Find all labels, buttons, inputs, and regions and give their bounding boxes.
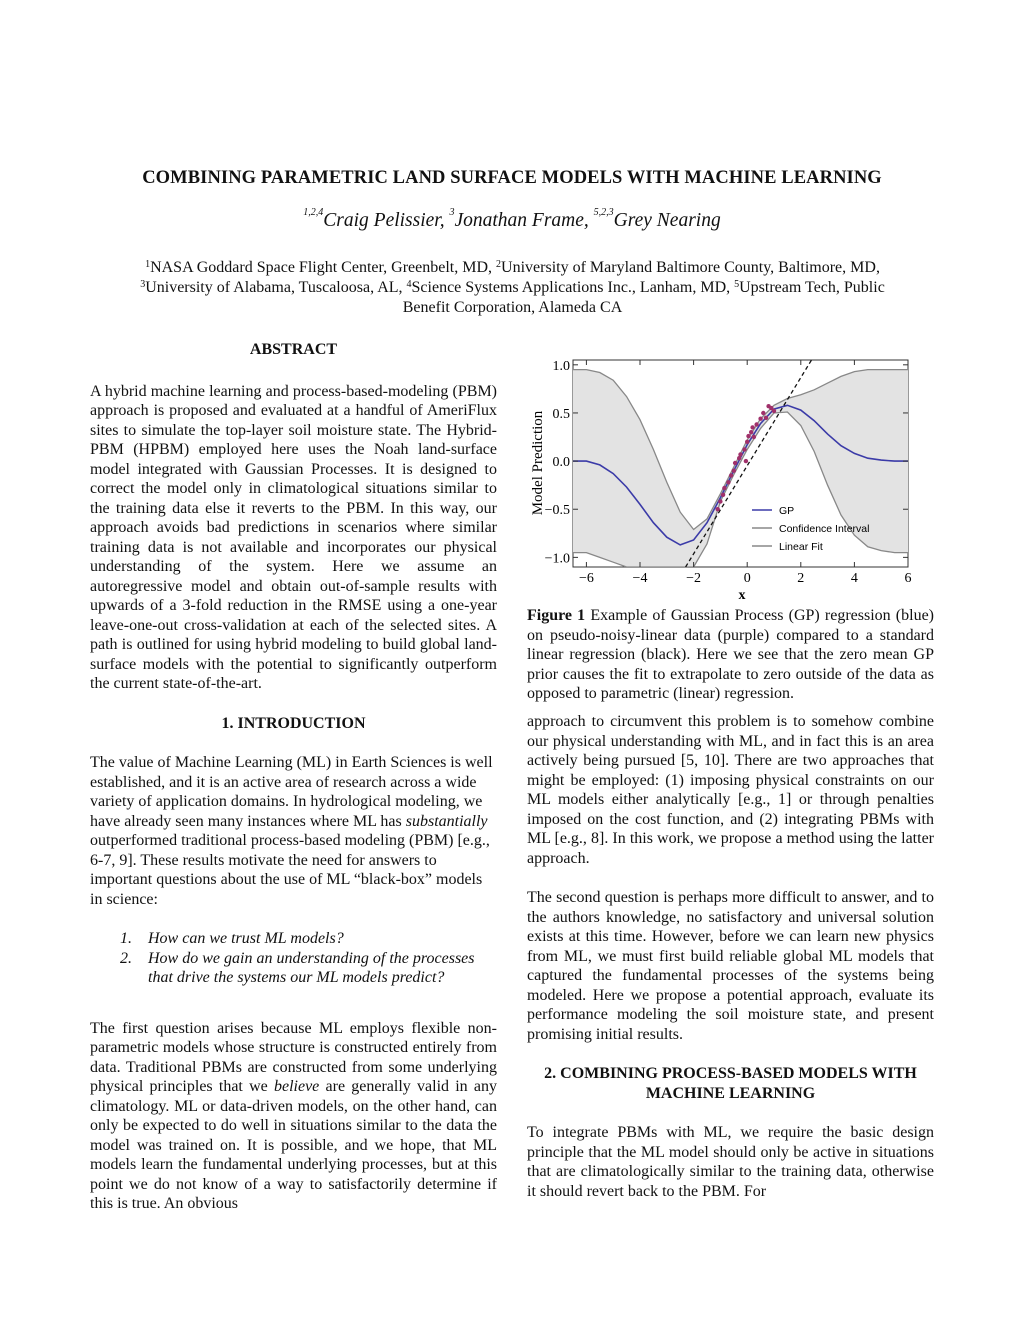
data-point [737,456,741,460]
y-tick-label: −0.5 [544,503,570,519]
data-point [761,411,765,415]
y-tick-label: 1.0 [552,358,570,374]
affil-text: University of Maryland Baltimore County, Baltimore, MD, [501,259,880,276]
data-point [726,480,730,484]
right-column [527,712,934,1201]
list-text: How can we trust ML models? [148,930,344,947]
legend-label: Confidence Interval [779,523,870,535]
affil-sup: 5 [734,279,740,290]
x-axis-label: x [738,588,746,603]
intro-paragraph-3: approach to circumvent this problem is to somehow combine our physical understanding with ML, and in fact this is an area actively being pursued [5, 10]. There are two approaches that might be employed: (1) imposing physical constraints on our ML models either analytically [e.g., 1] or through penalties imposed on the cost function, and (2) integrating PBMs with ML [e.g., 8]. In this work, we propose a method using the latter approach. [527,713,934,867]
section-2-paragraph-1: To integrate PBMs with ML, we require the basic design principle that the ML model should only be active in situations that are climatologically similar to the training data, otherwise it should revert back to the PBM. For [527,1124,934,1200]
affil-text: NASA Goddard Space Flight Center, Greenbelt, MD, [150,259,497,276]
data-point [738,452,742,456]
data-point [729,473,733,477]
list-item [90,929,497,949]
affiliation-line [95,278,930,298]
abstract-text: A hybrid machine learning and process-based-modeling (PBM) approach is proposed and evaluated at a handful of AmeriFlux sites to simulate the top-layer soil moisture state. The Hybrid-PBM (HPBM) employed here uses the Noah land-surface model integrated with Gaussian Processes. It is designed to correct the model only in climatological situations similar to the training data else it reverts to the PBM. In this way, our approach avoids bad predictions in scenarios where similar training data is not available and incorporates our physical understanding of the system. Here we assume an autoregressive model and obtain out-of-sample results with upwards of a 3-fold reduction in the RMSE using a one-year leave-one-out cross-validation at each of the selected sites. A path is outlined for using hybrid modeling to build global land-surface models with the potential to significantly outperform the current state-of-the-art. [90,382,497,692]
affiliation-line [95,258,930,278]
caption-label: Figure 1 [527,607,586,624]
section-2-heading-line-2: MACHINE LEARNING [645,1084,816,1102]
intro-paragraph-2 [90,1019,497,1214]
section-2-heading-line-1: 2. COMBINING PROCESS-BASED MODELS WITH [544,1065,917,1082]
data-point [716,507,720,511]
intro-p2-a: The first question arises because ML employs flexible non-parametric models whose structure is constructed entirely from data. Traditional PBMs are constructed from some underlying physical principles that we [90,1019,497,1095]
section-2-heading [527,1064,934,1103]
x-tick-label: 0 [743,571,751,586]
author-3-affil: 5,2,3 [593,207,614,218]
data-point [721,493,725,497]
questions-list [90,929,497,988]
intro-p1-emphasis: substantially [405,812,488,830]
list-number: 1. [120,930,132,947]
y-tick-label: 0.0 [552,455,570,471]
affil-sup: 1 [145,259,151,270]
author-1-affil: 1,2,4 [303,207,324,218]
data-point [754,422,758,426]
caption-text: Example of Gaussian Process (GP) regression (blue) on pseudo-noisy-linear data (purple) compared to a standard linear regression (black). Here we see that the zero mean GP prior causes the fit to extrapolate to zero outside of the data as opposed to parametric (linear) regression. [527,607,935,702]
y-tick-label: 0.5 [552,406,570,422]
list-number: 2. [120,949,132,967]
intro-paragraph-4: The second question is perhaps more difficult to answer, and to the authors knowledge, no satisfactory and universal solution exists at this time. However, before we can learn new physics from ML, we must first build reliable global ML models that captured the fundamental processes of the systems being modeled. Here we propose a potential approach, evaluate its performance modeling the soil moisture state, and present promising initial results. [527,889,934,1043]
x-tick-label: −6 [578,571,594,586]
intro-p1-b: outperformed traditional process-based modeling (PBM) [e.g., 6-7, 9]. These results motivate the need for answers to important questions about the use of ML “black-box” models in science: [90,832,490,908]
intro-p2-b: are generally valid in any climatology. ML or data-driven models, on the other hand, can only be expected to do well in situations similar to the data the model was trained on. It is possible, and we hope, that ML models learn the fundamental underlying processes, but at this point we do not know of a way to satisfactorily determine if this is true. An obvious [90,1078,498,1212]
data-point [764,416,768,420]
legend-label: Linear Fit [779,541,823,553]
affil-sup: 4 [406,279,412,290]
author-3: Grey Nearing [613,210,721,231]
data-point [752,435,756,439]
data-point [718,499,722,503]
figure-1-chart [520,355,940,605]
data-point [749,430,753,434]
abstract-heading: ABSTRACT [249,341,338,358]
affiliation-line: Benefit Corporation, Alameda CA [402,299,623,316]
author-2: Jonathan Frame, [454,210,594,231]
affiliations [95,258,930,318]
list-item [90,949,497,988]
author-1: Craig Pelissier, [323,210,450,231]
data-point [750,425,754,429]
data-point [772,409,776,413]
affil-text: Upstream Tech, Public [739,279,885,296]
legend-label: GP [779,505,795,517]
data-point [722,486,726,490]
author-2-affil: 3 [449,207,455,218]
data-point [745,440,749,444]
affil-sup: 2 [496,259,502,270]
y-tick-label: −1.0 [544,551,570,567]
data-point [732,469,736,473]
x-tick-label: 4 [850,571,858,586]
intro-p2-emphasis: believe [273,1078,320,1095]
affil-sup: 3 [140,279,146,290]
intro-heading: 1. INTRODUCTION [221,714,366,732]
x-tick-label: 2 [797,571,805,586]
author-list [0,207,1024,232]
data-point [758,417,762,421]
figure-caption [527,606,934,704]
x-tick-label: −4 [632,571,648,586]
intro-paragraph-1 [90,753,497,909]
affil-text: Science Systems Applications Inc., Lanham, MD, [411,279,735,296]
list-text: How do we gain an understanding of the processes that drive the systems our ML models predict? [148,949,475,986]
data-point [744,459,748,463]
data-point [746,434,750,438]
data-point [742,447,746,451]
data-point [733,461,737,465]
affil-text: University of Alabama, Tuscaloosa, AL, [145,279,407,296]
left-column [90,340,497,1214]
intro-p1-a: The value of Machine Learning (ML) in Earth Sciences is well established, and it is an active area of research across a wide variety of application domains. In hydrological modeling, we have already seen many instances where ML has [90,754,493,830]
y-axis-label: Model Prediction [530,410,546,516]
x-tick-label: −2 [686,571,702,586]
paper-title: COMBINING PARAMETRIC LAND SURFACE MODELS WITH MACHINE LEARNING [142,168,882,188]
x-tick-label: 6 [904,571,912,586]
